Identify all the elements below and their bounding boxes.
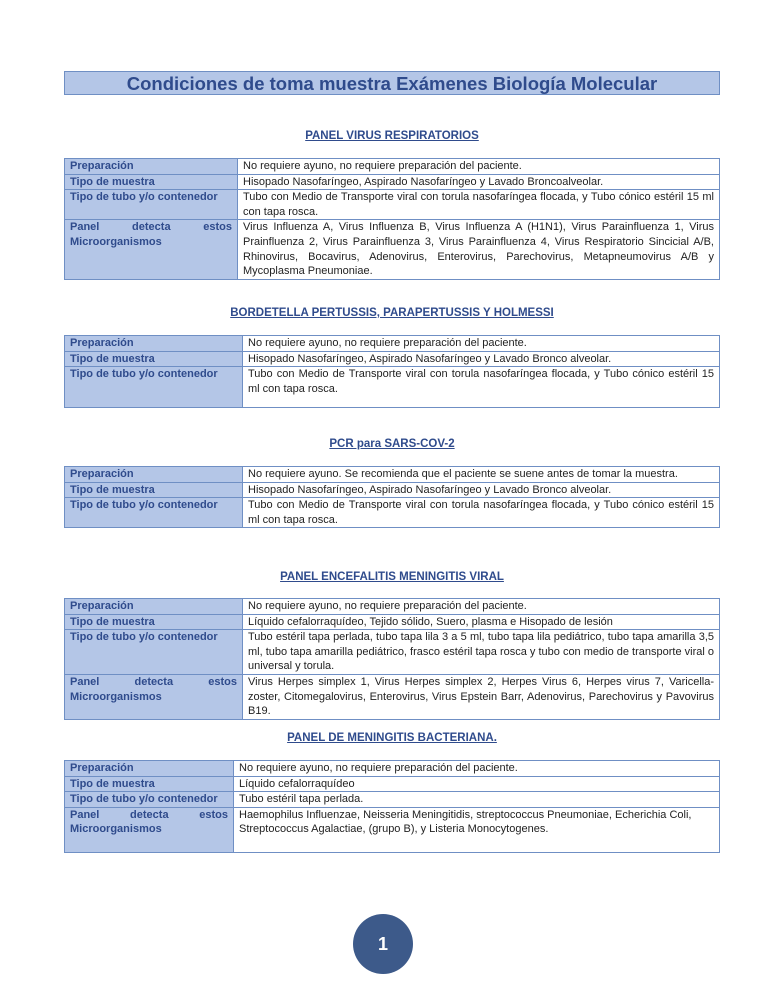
row-label: Preparación <box>65 159 238 175</box>
page-number-badge: 1 <box>353 914 413 974</box>
table-encefalitis <box>64 598 720 720</box>
row-value: Líquido cefalorraquídeo, Tejido sólido, Suero, plasma e Hisopado de lesión <box>243 614 720 630</box>
row-value: Haemophilus Influenzae, Neisseria Meningitidis, streptococcus Pneumoniae, Echerichia Coli, Streptococcus Agalactiae, (grupo B), y Listeria Monocytogenes. <box>234 807 720 852</box>
section-heading-bordetella: BORDETELLA PERTUSSIS, PARAPERTUSSIS Y HOLMESSI <box>230 307 554 319</box>
row-label: Tipo de tubo y/o contenedor <box>65 630 243 675</box>
row-value: Tubo estéril tapa perlada, tubo tapa lila 3 a 5 ml, tubo tapa lila pediátrico, tubo tapa amarilla 3,5 ml, tubo tapa amarilla pediátrico, frasco estéril tapa rosca y tubo con medio de transporte viral o universal y torula. <box>243 630 720 675</box>
row-label: Preparación <box>65 761 234 777</box>
row-value: Hisopado Nasofaríngeo, Aspirado Nasofaríngeo y Lavado Bronco alveolar. <box>243 482 720 498</box>
row-label: Tipo de tubo y/o contenedor <box>65 190 238 220</box>
row-label: Preparación <box>65 467 243 483</box>
row-label: Tipo de muestra <box>65 351 243 367</box>
row-value: Tubo estéril tapa perlada. <box>234 792 720 808</box>
row-value: No requiere ayuno, no requiere preparación del paciente. <box>243 599 720 615</box>
row-label: Tipo de tubo y/o contenedor <box>65 792 234 808</box>
section-heading-meningitis-bacteriana: PANEL DE MENINGITIS BACTERIANA. <box>287 732 497 744</box>
table-row <box>65 792 720 808</box>
row-value: Tubo con Medio de Transporte viral con torula nasofaríngea flocada, y Tubo cónico estéril 15 ml con tapa rosca. <box>238 190 720 220</box>
table-row <box>65 614 720 630</box>
table-row <box>65 630 720 675</box>
table-row <box>65 351 720 367</box>
row-value: No requiere ayuno, no requiere preparación del paciente. <box>234 761 720 777</box>
row-value: Tubo con Medio de Transporte viral con torula nasofaríngea flocada, y Tubo cónico estéril 15 ml con tapa rosca. <box>243 367 720 408</box>
table-row <box>65 498 720 528</box>
row-label: Tipo de muestra <box>65 174 238 190</box>
row-label: Tipo de muestra <box>65 776 234 792</box>
table-row <box>65 190 720 220</box>
row-value: No requiere ayuno, no requiere preparación del paciente. <box>238 159 720 175</box>
row-value: No requiere ayuno. Se recomienda que el paciente se suene antes de tomar la muestra. <box>243 467 720 483</box>
row-value: Virus Herpes simplex 1, Virus Herpes simplex 2, Herpes Virus 6, Herpes virus 7, Varicella-zoster, Citomegalovirus, Enterovirus, Virus Epstein Barr, Adenovirus, Parechovirus y Pavovirus B19. <box>243 674 720 719</box>
row-label: Preparación <box>65 336 243 352</box>
table-sars-cov-2 <box>64 466 720 528</box>
row-value: Hisopado Nasofaríngeo, Aspirado Nasofaríngeo y Lavado Broncoalveolar. <box>238 174 720 190</box>
table-row <box>65 761 720 777</box>
table-virus-respiratorios <box>64 158 720 280</box>
row-label: Panel detecta estos Microorganismos <box>65 674 243 719</box>
table-bordetella <box>64 335 720 408</box>
table-row <box>65 174 720 190</box>
table-row <box>65 159 720 175</box>
table-row <box>65 776 720 792</box>
table-row <box>65 467 720 483</box>
table-row <box>65 674 720 719</box>
row-label: Tipo de tubo y/o contenedor <box>65 367 243 408</box>
section-heading-sars-cov-2: PCR para SARS-COV-2 <box>329 438 455 450</box>
table-row <box>65 336 720 352</box>
table-meningitis-bacteriana <box>64 760 720 853</box>
row-label: Tipo de muestra <box>65 614 243 630</box>
row-value: Virus Influenza A, Virus Influenza B, Virus Influenza A (H1N1), Virus Parainfluenza 1, Virus Prainfluenza 2, Virus Parainfluenza 3, Virus Parainfluenza 4, Virus Respiratorio Sincicial A/B, Rhinovirus, Bocavirus, Adenovirus, Enterovirus, Parechovirus, Metapneumovirus A/B y Mycoplasma Pneumoniae. <box>238 220 720 279</box>
row-value: Líquido cefalorraquídeo <box>234 776 720 792</box>
table-row <box>65 220 720 279</box>
row-value: Tubo con Medio de Transporte viral con torula nasofaríngea flocada, y Tubo cónico estéril 15 ml con tapa rosca. <box>243 498 720 528</box>
row-value: Hisopado Nasofaríngeo, Aspirado Nasofaríngeo y Lavado Bronco alveolar. <box>243 351 720 367</box>
row-value: No requiere ayuno, no requiere preparación del paciente. <box>243 336 720 352</box>
row-label: Tipo de tubo y/o contenedor <box>65 498 243 528</box>
table-row <box>65 367 720 408</box>
row-label: Tipo de muestra <box>65 482 243 498</box>
row-label: Preparación <box>65 599 243 615</box>
row-label: Panel detecta estos Microorganismos <box>65 220 238 279</box>
section-heading-virus-respiratorios: PANEL VIRUS RESPIRATORIOS <box>305 130 479 142</box>
table-row <box>65 482 720 498</box>
table-row <box>65 599 720 615</box>
row-label: Panel detecta estos Microorganismos <box>65 807 234 852</box>
section-heading-encefalitis: PANEL ENCEFALITIS MENINGITIS VIRAL <box>280 571 504 583</box>
table-row <box>65 807 720 852</box>
document-title: Condiciones de toma muestra Exámenes Biología Molecular <box>64 71 720 95</box>
